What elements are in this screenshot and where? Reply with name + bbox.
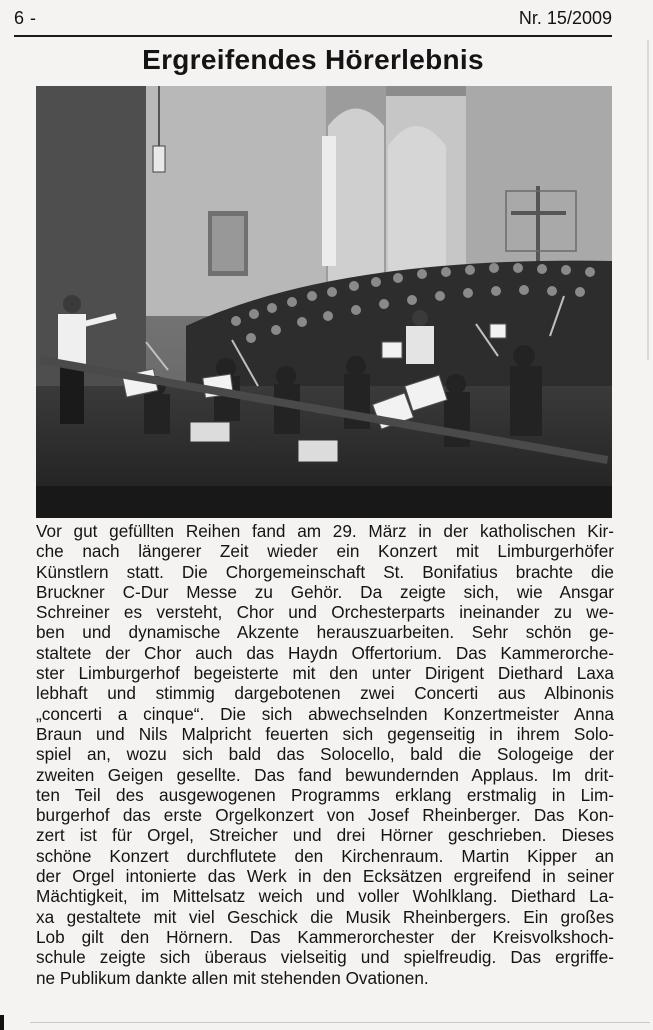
page-edge-mark [0, 1015, 4, 1030]
article-line: der Orgel intonierte das Werk in den Ecksätzen ergreifend in seiner [36, 866, 614, 887]
article-line: staltete der Chor auch das Haydn Offertorium. Das Kammerorche- [36, 642, 614, 663]
article-line: Künstlern statt. Die Chorgemeinschaft St. Bonifatius brachte die [36, 561, 614, 582]
photo-illustration [36, 86, 612, 518]
article-line: Mächtigkeit, im Mittelsatz weich und voller Wohlklang. Diethard La- [36, 886, 614, 907]
article-line: Lob gilt den Hörnern. Das Kammerorchester der Kreisvolkshoch- [36, 926, 614, 947]
article-line: ne Publikum dankte allen mit stehenden Ovationen. [36, 967, 429, 988]
article-line: „concerti a cinque“. Die sich abwechselnden Konzertmeister Anna [36, 703, 614, 724]
article-line: schule zeigte sich überaus vielseitig und spielfreudig. Das ergriffe- [36, 947, 614, 968]
issue-number: Nr. 15/2009 [518, 8, 612, 28]
article-line: ster Limburgerhof begeisterte mit den unter Dirigent Diethard Laxa [36, 663, 614, 684]
article-body [36, 521, 614, 988]
article-line: schöne Konzert durchflutete den Kirchenraum. Martin Kipper an [36, 845, 614, 866]
page-number: 6 - [14, 8, 37, 28]
article-line: Schreiner es versteht, Chor und Orchesterparts ineinander zu we- [36, 602, 614, 623]
article-line: Vor gut gefüllten Reihen fand am 29. März in der katholischen Kir- [36, 521, 614, 541]
bottom-divider [30, 1022, 650, 1023]
header-divider [14, 35, 612, 37]
church-concert-photo [36, 86, 612, 518]
article-line: ben und dynamische Akzente herauszuarbeiten. Sehr schön ge- [36, 622, 614, 643]
article-line: zert ist für Orgel, Streicher und drei Hörner geschrieben. Dieses [36, 825, 614, 846]
article-line: Bruckner C-Dur Messe zu Gehör. Da zeigte sich, wie Ansgar [36, 581, 614, 602]
article-line: burgerhof das erste Orgelkonzert von Josef Rheinberger. Das Kon- [36, 805, 614, 826]
article-line: zweiten Geigen gesellte. Das fand bewundernden Applaus. Im drit- [36, 764, 614, 785]
article-line: xa gestaltete mit viel Geschick die Musik Rheinbergers. Ein großes [36, 906, 614, 927]
article-line: che nach längerer Zeit wieder ein Konzert mit Limburgerhöfer [36, 541, 614, 562]
article-headline: Ergreifendes Hörerlebnis [142, 44, 484, 75]
article-line: Braun und Nils Malpricht feuerten sich gegenseitig in ihrem Solo- [36, 723, 614, 744]
scan-edge-shadow [647, 40, 649, 360]
article-line: spiel an, wozu sich bald das Solocello, bald die Sologeige der [36, 744, 614, 765]
article-line: ten Teil des ausgewogenen Programms erklang erstmalig in Lim- [36, 784, 614, 805]
article-line: lebhaft und stimmig dargebotenen zwei Concerti aus Albinonis [36, 683, 614, 704]
